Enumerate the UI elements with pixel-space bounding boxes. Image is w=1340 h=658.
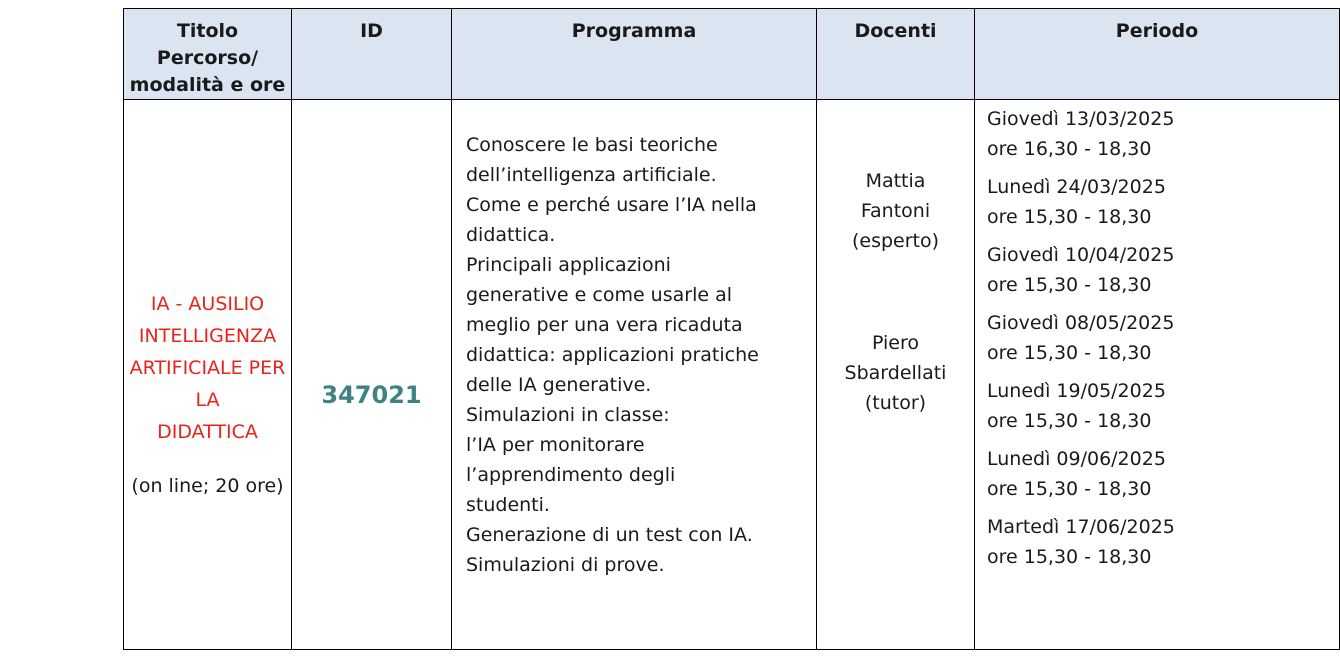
session-item (987, 376, 1339, 436)
session-time: ore 16,30 - 18,30 (987, 138, 1152, 160)
session-date: Giovedì 10/04/2025 (987, 244, 1175, 266)
course-id: 347021 (292, 100, 452, 650)
course-teachers-cell (817, 100, 975, 650)
course-period-cell (975, 100, 1340, 650)
session-item (987, 172, 1339, 232)
header-periodo: Periodo (975, 9, 1340, 100)
course-table (123, 8, 1340, 650)
session-date: Giovedì 13/03/2025 (987, 108, 1175, 130)
course-title-line: ARTIFICIALE PER LA (129, 356, 286, 411)
session-time: ore 15,30 - 18,30 (987, 546, 1152, 568)
session-date: Martedì 17/06/2025 (987, 516, 1175, 538)
course-title-line: DIDATTICA (157, 420, 258, 443)
course-title-line: INTELLIGENZA (138, 324, 277, 347)
header-row (124, 9, 1340, 100)
program-line: didattica. (466, 224, 556, 246)
session-item (987, 240, 1339, 300)
teacher-role: (esperto) (851, 230, 940, 252)
session-time: ore 15,30 - 18,30 (987, 478, 1152, 500)
program-line: Generazione di un test con IA. (466, 524, 753, 546)
session-date: Lunedì 19/05/2025 (987, 380, 1166, 402)
program-line: dell’intelligenza artificiale. (466, 164, 717, 186)
teacher-first-name: Mattia (865, 170, 926, 192)
course-title (124, 288, 291, 448)
session-time: ore 15,30 - 18,30 (987, 342, 1152, 364)
program-line: l’IA per monitorare (466, 434, 645, 456)
program-line: Principali applicazioni (466, 254, 671, 276)
session-date: Lunedì 09/06/2025 (987, 448, 1166, 470)
teacher-last-name: Fantoni (860, 200, 931, 222)
session-date: Lunedì 24/03/2025 (987, 176, 1166, 198)
header-title (124, 9, 292, 100)
teacher-expert (817, 166, 974, 256)
teacher-last-name: Sbardellati (844, 362, 947, 384)
session-time: ore 15,30 - 18,30 (987, 274, 1152, 296)
program-line: Simulazioni in classe: (466, 404, 670, 426)
program-line: meglio per una vera ricaduta (466, 314, 743, 336)
program-line: generative e come usarle al (466, 284, 732, 306)
header-programma: Programma (452, 9, 817, 100)
course-title-line: IA - AUSILIO (150, 292, 265, 315)
teacher-role: (tutor) (864, 392, 927, 414)
course-title-cell (124, 100, 292, 650)
program-line: studenti. (466, 494, 550, 516)
teacher-tutor (817, 328, 974, 418)
program-line: delle IA generative. (466, 374, 652, 396)
session-item (987, 444, 1339, 504)
course-mode: (on line; 20 ore) (131, 474, 284, 497)
course-row (124, 100, 1340, 650)
program-line: l’apprendimento degli (466, 464, 676, 486)
teacher-first-name: Piero (871, 332, 920, 354)
session-time: ore 15,30 - 18,30 (987, 206, 1152, 228)
program-line: Conoscere le basi teoriche (466, 134, 718, 156)
session-item (987, 512, 1339, 572)
program-line: Come e perché usare l’IA nella (466, 194, 757, 216)
program-line: Simulazioni di prove. (466, 554, 665, 576)
session-item (987, 104, 1339, 164)
header-title-line1: Titolo Percorso/ (156, 20, 259, 69)
header-docenti: Docenti (817, 9, 975, 100)
session-time: ore 15,30 - 18,30 (987, 410, 1152, 432)
session-item (987, 308, 1339, 368)
session-date: Giovedì 08/05/2025 (987, 312, 1175, 334)
header-id: ID (292, 9, 452, 100)
course-program-cell (452, 100, 817, 650)
header-title-line2: modalità e ore (129, 74, 286, 96)
program-line: didattica: applicazioni pratiche (466, 344, 759, 366)
